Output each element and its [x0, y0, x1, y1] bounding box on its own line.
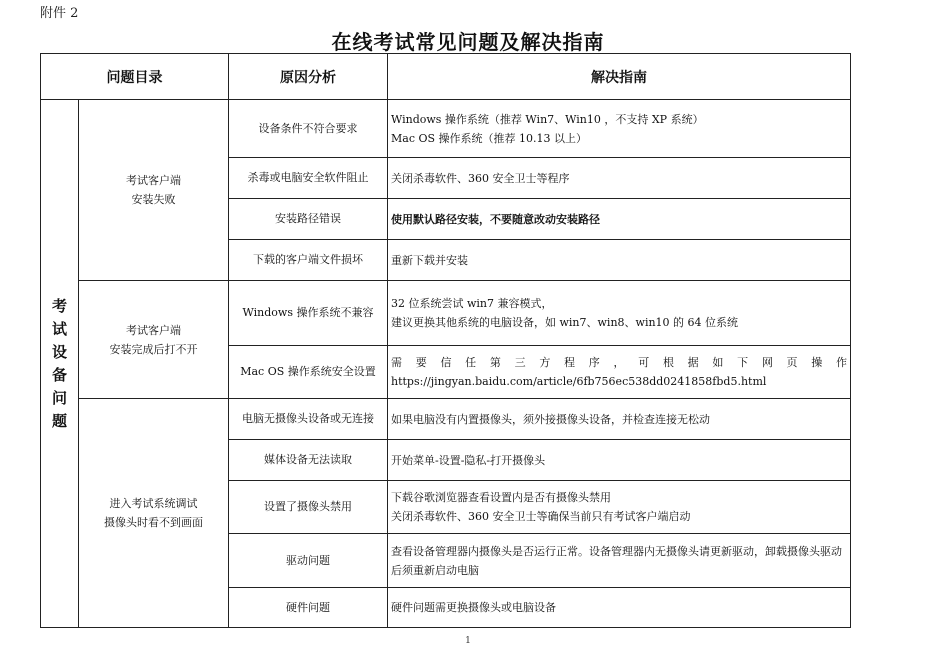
- cause-cell: 设备条件不符合要求: [229, 100, 388, 158]
- solution-line: 硬件问题需更换摄像头或电脑设备: [391, 601, 556, 614]
- solution-line: Windows 操作系统（推荐 Win7、Win10 ，不支持 XP 系统）: [391, 112, 704, 126]
- solution-cell: [388, 100, 851, 158]
- solution-line: 如果电脑没有内置摄像头，须外接摄像头设备，并检查连接无松动: [391, 412, 710, 426]
- header-catalog: 问题目录: [41, 54, 229, 100]
- category-cell: [41, 100, 79, 628]
- solution-line: 查看设备管理器内摄像头是否运行正常。设备管理器内无摄像头请更新驱动，卸载摄像头驱动后须重新启动电脑: [391, 544, 842, 577]
- cause-cell: 驱动问题: [229, 534, 388, 588]
- solution-cell: [388, 158, 851, 199]
- header-row: [41, 54, 851, 100]
- solution-line: 关闭杀毒软件、360 安全卫士等程序: [391, 171, 570, 185]
- solution-cell: [388, 588, 851, 628]
- solution-cell: [388, 199, 851, 240]
- cause-cell: 下载的客户端文件损坏: [229, 240, 388, 281]
- solution-line: 开始菜单-设置-隐私-打开摄像头: [391, 453, 546, 467]
- group-line: 摄像头时看不到画面: [104, 516, 203, 529]
- header-solution: 解决指南: [388, 54, 851, 100]
- annex-label: 附件 2: [40, 6, 79, 21]
- group-line: 考试客户端: [126, 323, 181, 337]
- solution-line: 下载谷歌浏览器查看设置内是否有摄像头禁用: [391, 491, 611, 504]
- solution-cell: [388, 281, 851, 346]
- solution-link-url: https://jingyan.baidu.com/article/6fb756ec538dd0241858fbd5.html: [391, 375, 767, 388]
- solution-line: 建议更换其他系统的电脑设备，如 win7、win8、win10 的 64 位系统: [391, 316, 739, 329]
- group-cell-camera: [79, 399, 229, 628]
- category-label: 考试设备问题: [51, 296, 67, 430]
- solution-line: Mac OS 操作系统（推荐 10.13 以上）: [391, 131, 588, 145]
- solution-line: 关闭杀毒软件、360 安全卫士等确保当前只有考试客户端启动: [391, 510, 691, 523]
- group-line: 安装完成后打不开: [109, 342, 198, 356]
- cause-cell: 安装路径错误: [229, 199, 388, 240]
- solution-line: 32 位系统尝试 win7 兼容模式，: [391, 297, 553, 310]
- table-row: [41, 399, 851, 440]
- header-cause: 原因分析: [229, 54, 388, 100]
- group-line: 进入考试系统调试: [109, 497, 198, 510]
- cause-cell: Windows 操作系统不兼容: [229, 281, 388, 346]
- table-row: [41, 281, 851, 346]
- cause-cell: 设置了摄像头禁用: [229, 481, 388, 534]
- cause-cell: 电脑无摄像头设备或无连接: [229, 399, 388, 440]
- solution-line: 重新下载并安装: [391, 253, 468, 267]
- page-number: 1: [465, 636, 471, 646]
- group-line: 考试客户端: [126, 174, 181, 187]
- cause-cell: 硬件问题: [229, 588, 388, 628]
- solution-cell: [388, 440, 851, 481]
- cause-cell: Mac OS 操作系统安全设置: [229, 346, 388, 399]
- solution-cell: [388, 346, 851, 399]
- document-title: 在线考试常见问题及解决指南: [331, 30, 605, 54]
- group-cell-cannot-open: [79, 281, 229, 399]
- cause-cell: 杀毒或电脑安全软件阻止: [229, 158, 388, 199]
- solution-cell: [388, 481, 851, 534]
- solution-cell: [388, 534, 851, 588]
- solution-line-emphasis: 使用默认路径安装，不要随意改动安装路径: [391, 212, 600, 226]
- faq-table: [40, 53, 851, 628]
- solution-cell: [388, 240, 851, 281]
- solution-line: 需 要 信 任 第 三 方 程 序 ， 可 根 据 如 下 网 页 操 作: [391, 356, 847, 369]
- group-cell-install-fail: [79, 100, 229, 281]
- cause-cell: 媒体设备无法读取: [229, 440, 388, 481]
- group-line: 安装失败: [131, 193, 176, 206]
- table-row: [41, 100, 851, 158]
- solution-cell: [388, 399, 851, 440]
